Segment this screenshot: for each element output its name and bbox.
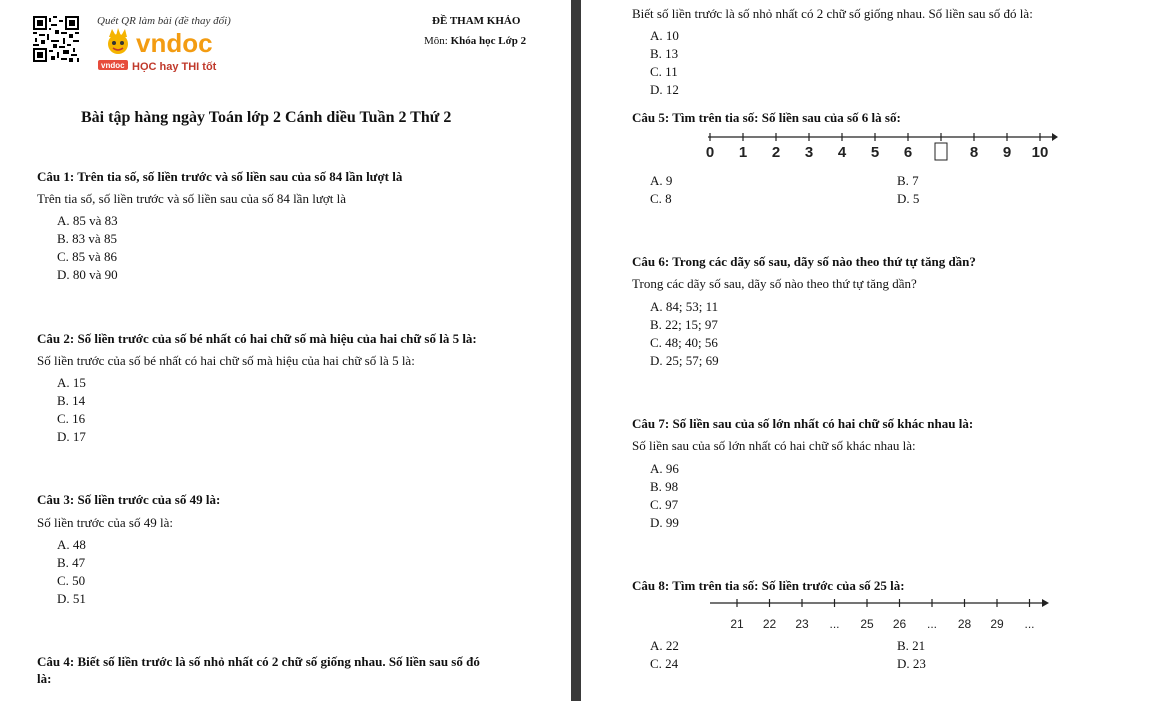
q5-option-a[interactable]: A. 9: [650, 173, 673, 188]
q6-text: Trong các dãy số sau, dãy số nào theo thứ tự tăng dần?: [632, 276, 917, 291]
page-divider: [571, 0, 581, 701]
qr-code[interactable]: [33, 16, 79, 62]
q6-option-a[interactable]: A. 84; 53; 11: [650, 299, 719, 314]
q8-option-d[interactable]: D. 23: [897, 656, 926, 671]
q8-title: Câu 8: Tìm trên tia số: Số liền trước của số 25 là:: [632, 578, 905, 593]
q4-text: Biết số liền trước là số nhỏ nhất có 2 chữ số giống nhau. Số liền sau số đó là:: [632, 6, 1033, 21]
q5-numline-label-3: 3: [804, 144, 814, 161]
q5-option-c[interactable]: C. 8: [650, 191, 672, 206]
q6-option-c[interactable]: C. 48; 40; 56: [650, 335, 718, 350]
logo-wordmark: vndoc: [136, 28, 213, 58]
q8-option-c[interactable]: C. 24: [650, 656, 679, 671]
q8-numline-label-2: 23: [795, 617, 809, 631]
q3-option-a[interactable]: A. 48: [57, 537, 86, 552]
q8-numline-label-0: 21: [730, 617, 744, 631]
q1-option-c[interactable]: C. 85 và 86: [57, 249, 117, 264]
qr-caption: Quét QR làm bài (đề thay đổi): [97, 15, 231, 27]
q4-title-line1: Câu 4: Biết số liền trước là số nhỏ nhất có 2 chữ số giống nhau. Số liền sau số đó: [37, 654, 480, 669]
q4-option-c[interactable]: C. 11: [650, 64, 678, 79]
q2-option-d[interactable]: D. 17: [57, 429, 86, 444]
subject-value: Khóa học Lớp 2: [450, 35, 527, 47]
q7-option-c[interactable]: C. 97: [650, 497, 679, 512]
q5-numline-answer-box[interactable]: [935, 143, 947, 160]
q5-numline-label-5: 5: [870, 144, 880, 161]
q8-numline-label-4: 25: [860, 617, 874, 631]
q4-option-d[interactable]: D. 12: [650, 82, 679, 97]
q3-title: Câu 3: Số liền trước của số 49 là:: [37, 492, 221, 507]
q3-option-b[interactable]: B. 47: [57, 555, 86, 570]
q5-numline-label-9: 9: [1002, 144, 1012, 161]
page-title: Bài tập hàng ngày Toán lớp 2 Cánh diều Tuần 2 Thứ 2: [81, 109, 452, 126]
q5-numline-label-2: 2: [771, 144, 781, 161]
q4-title-line2: là:: [37, 671, 52, 686]
q5-numline-label-8: 8: [969, 144, 979, 161]
q5-numline-label-1: 1: [738, 144, 748, 161]
q2-option-a[interactable]: A. 15: [57, 375, 86, 390]
q2-text: Số liền trước của số bé nhất có hai chữ số mà hiệu của hai chữ số là 5 là:: [37, 353, 415, 368]
q4-option-b[interactable]: B. 13: [650, 46, 679, 61]
q7-option-a[interactable]: A. 96: [650, 461, 679, 476]
logo-badge: vndoc: [101, 61, 125, 70]
q5-option-d[interactable]: D. 5: [897, 191, 920, 206]
q1-text: Trên tia số, số liền trước và số liền sau của số 84 lần lượt là: [37, 191, 346, 206]
q1-title: Câu 1: Trên tia số, số liền trước và số liền sau của số 84 lần lượt là: [37, 169, 403, 184]
q8-numline-label-7: 28: [957, 617, 972, 631]
q4-option-a[interactable]: A. 10: [650, 28, 679, 43]
q7-title: Câu 7: Số liền sau của số lớn nhất có hai chữ số khác nhau là:: [632, 416, 974, 431]
q2-option-b[interactable]: B. 14: [57, 393, 86, 408]
q8-number-line: [706, 594, 1056, 639]
q6-title: Câu 6: Trong các dãy số sau, dãy số nào theo thứ tự tăng dần?: [632, 254, 976, 269]
q5-title: Câu 5: Tìm trên tia số: Số liền sau của số 6 là số:: [632, 110, 901, 125]
q8-numline-label-1: 22: [762, 617, 777, 631]
vndoc-logo[interactable]: [98, 28, 228, 72]
q3-option-c[interactable]: C. 50: [57, 573, 86, 588]
q7-option-d[interactable]: D. 99: [650, 515, 679, 530]
q8-numline-label-6: ...: [926, 617, 938, 631]
exam-type: ĐỀ THAM KHẢO: [432, 15, 521, 27]
q3-text: Số liền trước của số 49 là:: [37, 515, 173, 530]
q7-text: Số liền sau của số lớn nhất có hai chữ số khác nhau là:: [632, 438, 916, 453]
q8-numline-label-3: ...: [829, 617, 840, 631]
subject-label: Môn:: [424, 35, 448, 47]
q1-option-a[interactable]: A. 85 và 83: [57, 213, 118, 228]
q5-numline-label-0: 0: [705, 144, 715, 161]
q7-option-b[interactable]: B. 98: [650, 479, 679, 494]
q2-option-c[interactable]: C. 16: [57, 411, 86, 426]
q5-number-line: [700, 128, 1060, 173]
q8-numline-label-8: 29: [990, 617, 1004, 631]
q8-numline-label-5: 26: [892, 617, 907, 631]
q5-numline-label-4: 4: [837, 144, 847, 161]
q5-numline-label-10: 10: [1031, 144, 1049, 161]
q5-numline-label-6: 6: [903, 144, 913, 161]
q8-option-b[interactable]: B. 21: [897, 638, 926, 653]
q8-numline-label-9: ...: [1024, 617, 1035, 631]
mascot-icon: [108, 28, 128, 54]
q8-option-a[interactable]: A. 22: [650, 638, 679, 653]
q6-option-d[interactable]: D. 25; 57; 69: [650, 353, 719, 368]
q3-option-d[interactable]: D. 51: [57, 591, 86, 606]
subject-line: [424, 35, 526, 47]
q6-option-b[interactable]: B. 22; 15; 97: [650, 317, 718, 332]
q2-title: Câu 2: Số liền trước của số bé nhất có hai chữ số mà hiệu của hai chữ số là 5 là:: [37, 331, 477, 346]
q1-option-b[interactable]: B. 83 và 85: [57, 231, 117, 246]
q5-option-b[interactable]: B. 7: [897, 173, 919, 188]
logo-slogan: HỌC hay THI tốt: [132, 61, 217, 72]
q1-option-d[interactable]: D. 80 và 90: [57, 267, 118, 282]
